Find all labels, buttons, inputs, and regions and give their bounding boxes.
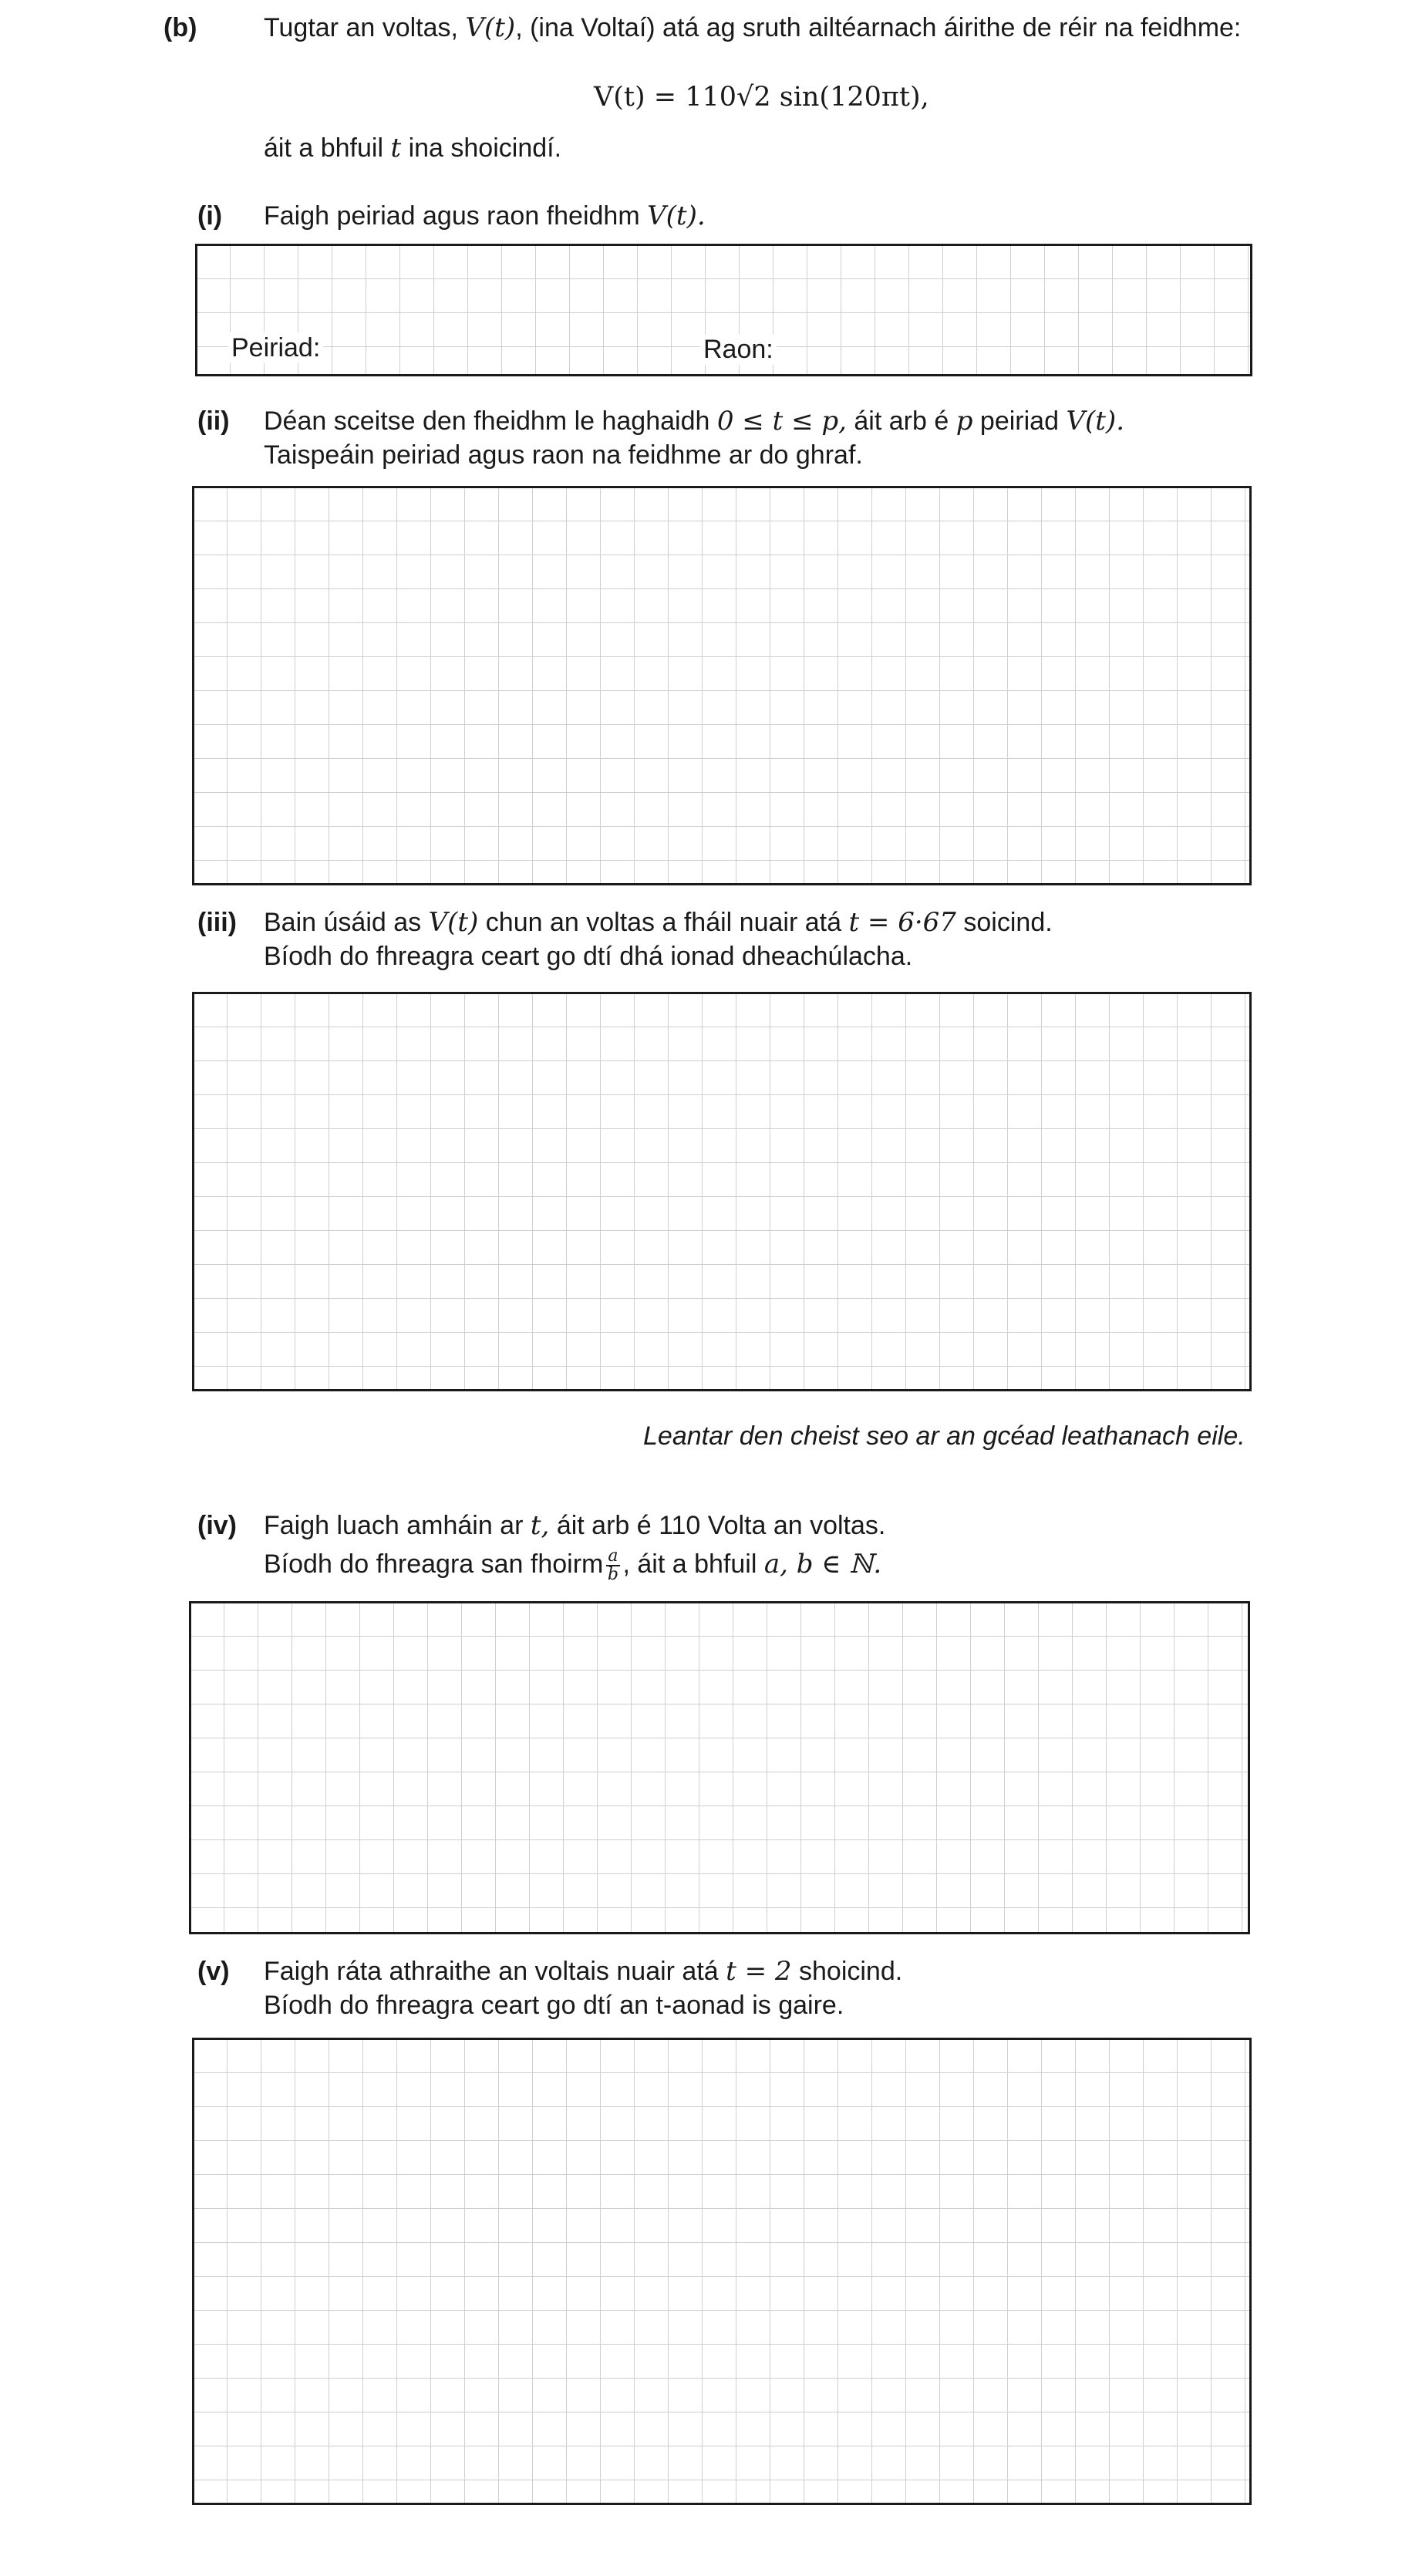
q-ii-line1-a: Déan sceitse den fheidhm le haghaidh — [264, 406, 710, 436]
q-v-line1-b: shoicind. — [799, 1957, 903, 1986]
q-i-vt: V(t). — [647, 201, 706, 231]
answer-box-iii[interactable] — [192, 992, 1252, 1391]
q-v-line1 — [264, 1956, 902, 1987]
q-iv-natural-numbers: a, b ∈ ℕ. — [763, 1549, 882, 1580]
q-v-line2: Bíodh do fhreagra ceart go dtí an t-aonad is gaire. — [264, 1991, 844, 2020]
q-ii-line1-b: áit arb é — [854, 406, 949, 436]
q-iv-line2-b: , áit a bhfuil — [622, 1549, 757, 1579]
where-text-b: ina shoicindí. — [408, 133, 562, 163]
q-iv-label: (iv) — [197, 1511, 237, 1540]
q-iii-line1-a: Bain úsáid as — [264, 908, 422, 937]
answer-box-i[interactable] — [195, 244, 1252, 376]
intro-text — [264, 12, 1241, 43]
q-iii-vt: V(t) — [428, 907, 479, 938]
part-label: (b) — [163, 13, 197, 42]
answer-box-iv[interactable] — [189, 1601, 1250, 1934]
q-iii-t-value: t = 6·67 — [848, 907, 956, 938]
q-iii-label: (iii) — [197, 908, 237, 937]
q-i-text — [264, 201, 706, 231]
q-v-label: (v) — [197, 1957, 230, 1986]
where-text-a: áit a bhfuil — [264, 133, 383, 163]
range-label: Raon: — [700, 334, 777, 365]
answer-box-ii[interactable] — [192, 486, 1252, 885]
q-ii-inequality: 0 ≤ t ≤ p, — [716, 406, 847, 437]
q-iv-t: t, — [530, 1510, 550, 1541]
q-ii-line2: Taispeáin peiriad agus raon na feidhme ar do ghraf. — [264, 440, 863, 470]
q-iv-line2 — [264, 1546, 881, 1583]
q-iii-line2: Bíodh do fhreagra ceart go dtí dhá ionad dheachúlacha. — [264, 942, 913, 971]
q-ii-line1 — [264, 406, 1124, 437]
intro-text-a: Tugtar an voltas, — [264, 13, 458, 42]
fraction-numerator: a — [608, 1546, 618, 1566]
q-i-label: (i) — [197, 201, 223, 231]
answer-box-v[interactable] — [192, 2038, 1252, 2505]
intro-vt: V(t) — [465, 12, 516, 43]
q-ii-vt: V(t). — [1066, 406, 1125, 437]
continue-note: Leantar den cheist seo ar an gcéad leathanach eile. — [643, 1421, 1245, 1451]
fraction-a-over-b — [606, 1548, 619, 1583]
period-label: Peiriad: — [228, 332, 323, 363]
q-v-t-value: t = 2 — [726, 1956, 792, 1987]
q-v-line1-a: Faigh ráta athraithe an voltais nuair atá — [264, 1957, 719, 1986]
intro-text-b: , (ina Voltaí) atá ag sruth ailtéarnach áirithe de réir na feidhme: — [515, 13, 1242, 42]
q-iv-line1 — [264, 1510, 885, 1541]
q-iii-line1-c: soicind. — [963, 908, 1053, 937]
where-t: t — [390, 133, 402, 164]
fraction-denominator: b — [607, 1565, 618, 1585]
q-ii-line1-c: peiriad — [979, 406, 1059, 436]
q-ii-p: p — [955, 406, 973, 437]
q-iv-line1-a: Faigh luach amháin ar — [264, 1511, 524, 1540]
where-text — [264, 133, 561, 164]
q-iv-line2-a: Bíodh do fhreagra san fhoirm — [264, 1549, 604, 1579]
voltage-equation: V(t) = 110√2 sin(120πt), — [594, 82, 929, 113]
q-iii-line1-b: chun an voltas a fháil nuair atá — [485, 908, 841, 937]
q-i-text-a: Faigh peiriad agus raon fheidhm — [264, 201, 640, 231]
q-ii-label: (ii) — [197, 406, 230, 436]
q-iv-line1-b: áit arb é 110 Volta an voltas. — [556, 1511, 886, 1540]
q-iii-line1 — [264, 907, 1053, 938]
